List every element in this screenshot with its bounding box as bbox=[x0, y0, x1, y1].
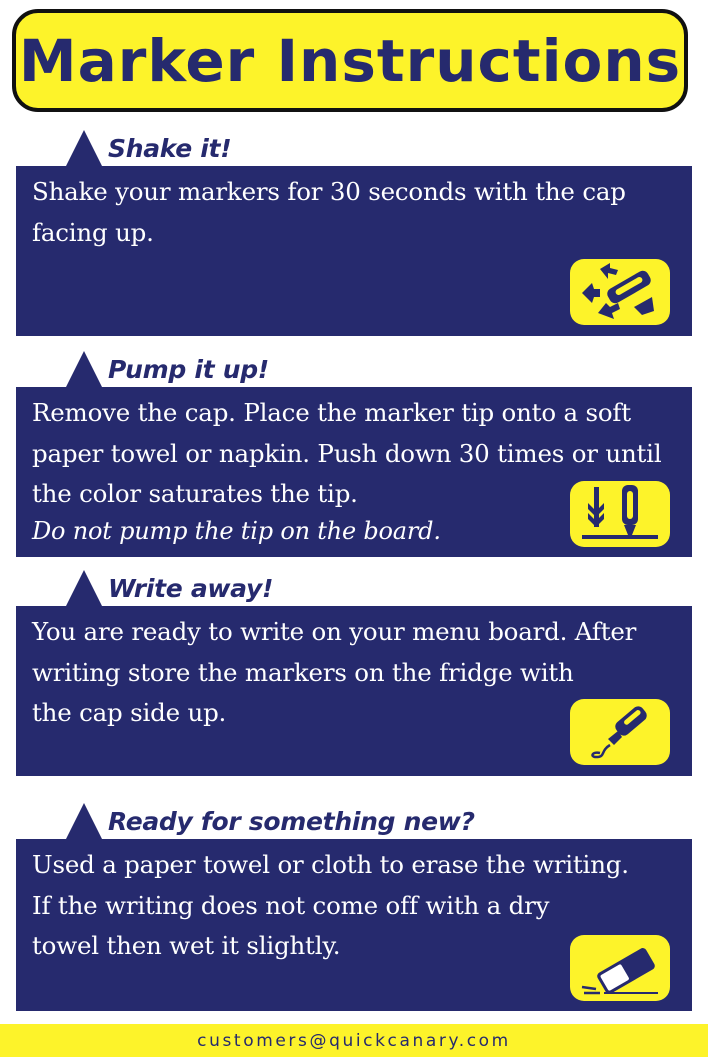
writing-marker-icon bbox=[570, 699, 670, 765]
body-line: If the writing does not come off with a dry bbox=[32, 890, 550, 920]
footer-email[interactable]: customers@quickcanary.com bbox=[197, 1030, 511, 1051]
body-line: paper towel or napkin. Push down 30 times or until bbox=[32, 438, 662, 468]
section-heading: Ready for something new? bbox=[108, 807, 475, 836]
header-triangle bbox=[66, 803, 102, 839]
section-header bbox=[0, 130, 708, 166]
body-line: writing store the markers on the fridge with bbox=[32, 657, 574, 687]
section-body bbox=[32, 172, 662, 253]
section-body bbox=[32, 612, 662, 734]
title-banner bbox=[12, 9, 688, 112]
page-title: Marker Instructions bbox=[18, 26, 682, 95]
body-line: the cap side up. bbox=[32, 698, 227, 727]
section-header bbox=[0, 570, 708, 606]
header-triangle bbox=[66, 130, 102, 166]
section-panel bbox=[16, 387, 692, 557]
header-triangle bbox=[66, 351, 102, 387]
section-heading: Pump it up! bbox=[108, 355, 269, 384]
shake-marker-icon bbox=[570, 259, 670, 325]
body-line: towel then wet it slightly. bbox=[32, 931, 341, 960]
section-heading: Shake it! bbox=[108, 134, 232, 163]
section-panel bbox=[16, 166, 692, 336]
section-header bbox=[0, 803, 708, 839]
section-body bbox=[32, 845, 662, 967]
eraser-icon bbox=[570, 935, 670, 1001]
section-heading: Write away! bbox=[108, 574, 274, 603]
footer-bar bbox=[0, 1024, 708, 1057]
section-panel bbox=[16, 839, 692, 1011]
body-line: the color saturates the tip. bbox=[32, 479, 358, 508]
body-line: facing up. bbox=[32, 217, 154, 247]
header-triangle bbox=[66, 570, 102, 606]
section-body bbox=[32, 393, 662, 515]
body-line: Shake your markers for 30 seconds with the cap bbox=[32, 177, 626, 206]
pump-marker-icon bbox=[570, 481, 670, 547]
section-panel bbox=[16, 606, 692, 776]
section-note: Do not pump the tip on the board. bbox=[32, 517, 441, 545]
section-header bbox=[0, 351, 708, 387]
body-line: You are ready to write on your menu board. After bbox=[32, 617, 637, 646]
body-line: Remove the cap. Place the marker tip onto a soft bbox=[32, 398, 631, 427]
body-line: Used a paper towel or cloth to erase the writing. bbox=[32, 850, 629, 879]
